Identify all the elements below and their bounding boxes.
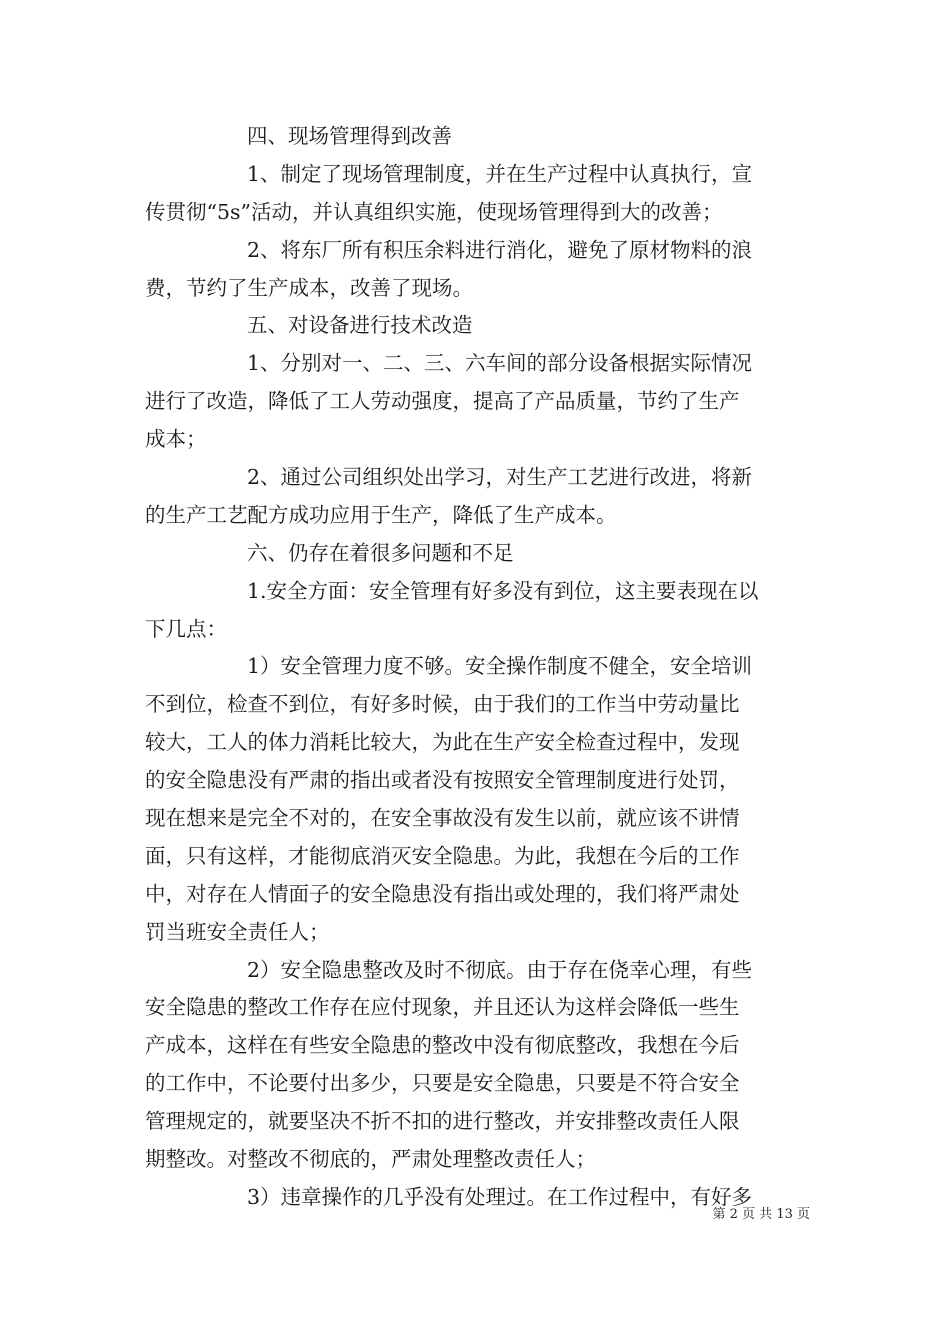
text-line: 3）违章操作的几乎没有处理过。在工作过程中，有好多 — [247, 1184, 753, 1209]
text-line: 的生产工艺配方成功应用于生产，降低了生产成本。 — [145, 502, 617, 527]
text-line: 五、对设备进行技术改造 — [247, 313, 473, 338]
text-line: 费，节约了生产成本，改善了现场。 — [145, 275, 473, 300]
text-line: 1、制定了现场管理制度，并在生产过程中认真执行，宣 — [247, 161, 753, 186]
text-line: 面，只有这样，才能彻底消灭安全隐患。为此，我想在今后的工作 — [145, 843, 740, 868]
text-line: 成本； — [145, 427, 207, 452]
text-line: 较大，工人的体力消耗比较大，为此在生产安全检查过程中，发现 — [145, 730, 740, 755]
text-line: 1、分别对一、二、三、六车间的部分设备根据实际情况 — [247, 351, 753, 376]
text-line: 2、通过公司组织处出学习，对生产工艺进行改进，将新 — [247, 465, 753, 490]
text-line: 产成本，这样在有些安全隐患的整改中没有彻底整改，我想在今后 — [145, 1033, 740, 1058]
text-line: 1）安全管理力度不够。安全操作制度不健全，安全培训 — [247, 654, 753, 679]
text-line: 现在想来是完全不对的，在安全事故没有发生以前，就应该不讲情 — [145, 806, 740, 831]
text-line: 安全隐患的整改工作存在应付现象，并且还认为这样会降低一些生 — [145, 995, 740, 1020]
text-line: 传贯彻“5s”活动，并认真组织实施，使现场管理得到大的改善； — [145, 199, 723, 224]
text-line: 中，对存在人情面子的安全隐患没有指出或处理的，我们将严肃处 — [145, 881, 740, 906]
text-line: 进行了改造，降低了工人劳动强度，提高了产品质量，节约了生产 — [145, 389, 740, 414]
text-line: 管理规定的，就要坚决不折不扣的进行整改，并安排整改责任人限 — [145, 1109, 740, 1134]
page-number-footer: 第 2 页 共 13 页 — [712, 1207, 810, 1222]
text-line: 四、现场管理得到改善 — [247, 124, 452, 148]
text-line: 不到位，检查不到位，有好多时候，由于我们的工作当中劳动量比 — [145, 692, 740, 717]
text-line: 下几点： — [145, 616, 227, 641]
document-body — [145, 118, 807, 1217]
text-line: 罚当班安全责任人； — [145, 919, 330, 944]
text-line: 六、仍存在着很多问题和不足 — [247, 540, 514, 565]
text-line: 2、将东厂所有积压余料进行消化，避免了原材物料的浪 — [247, 237, 753, 262]
text-line: 2）安全隐患整改及时不彻底。由于存在侥幸心理，有些 — [247, 957, 753, 982]
text-line: 的工作中，不论要付出多少，只要是安全隐患，只要是不符合安全 — [145, 1071, 740, 1096]
text-line: 的安全隐患没有严肃的指出或者没有按照安全管理制度进行处罚， — [145, 768, 740, 793]
text-line: 1.安全方面：安全管理有好多没有到位，这主要表现在以 — [247, 578, 759, 603]
text-line: 期整改。对整改不彻底的，严肃处理整改责任人； — [145, 1147, 596, 1172]
